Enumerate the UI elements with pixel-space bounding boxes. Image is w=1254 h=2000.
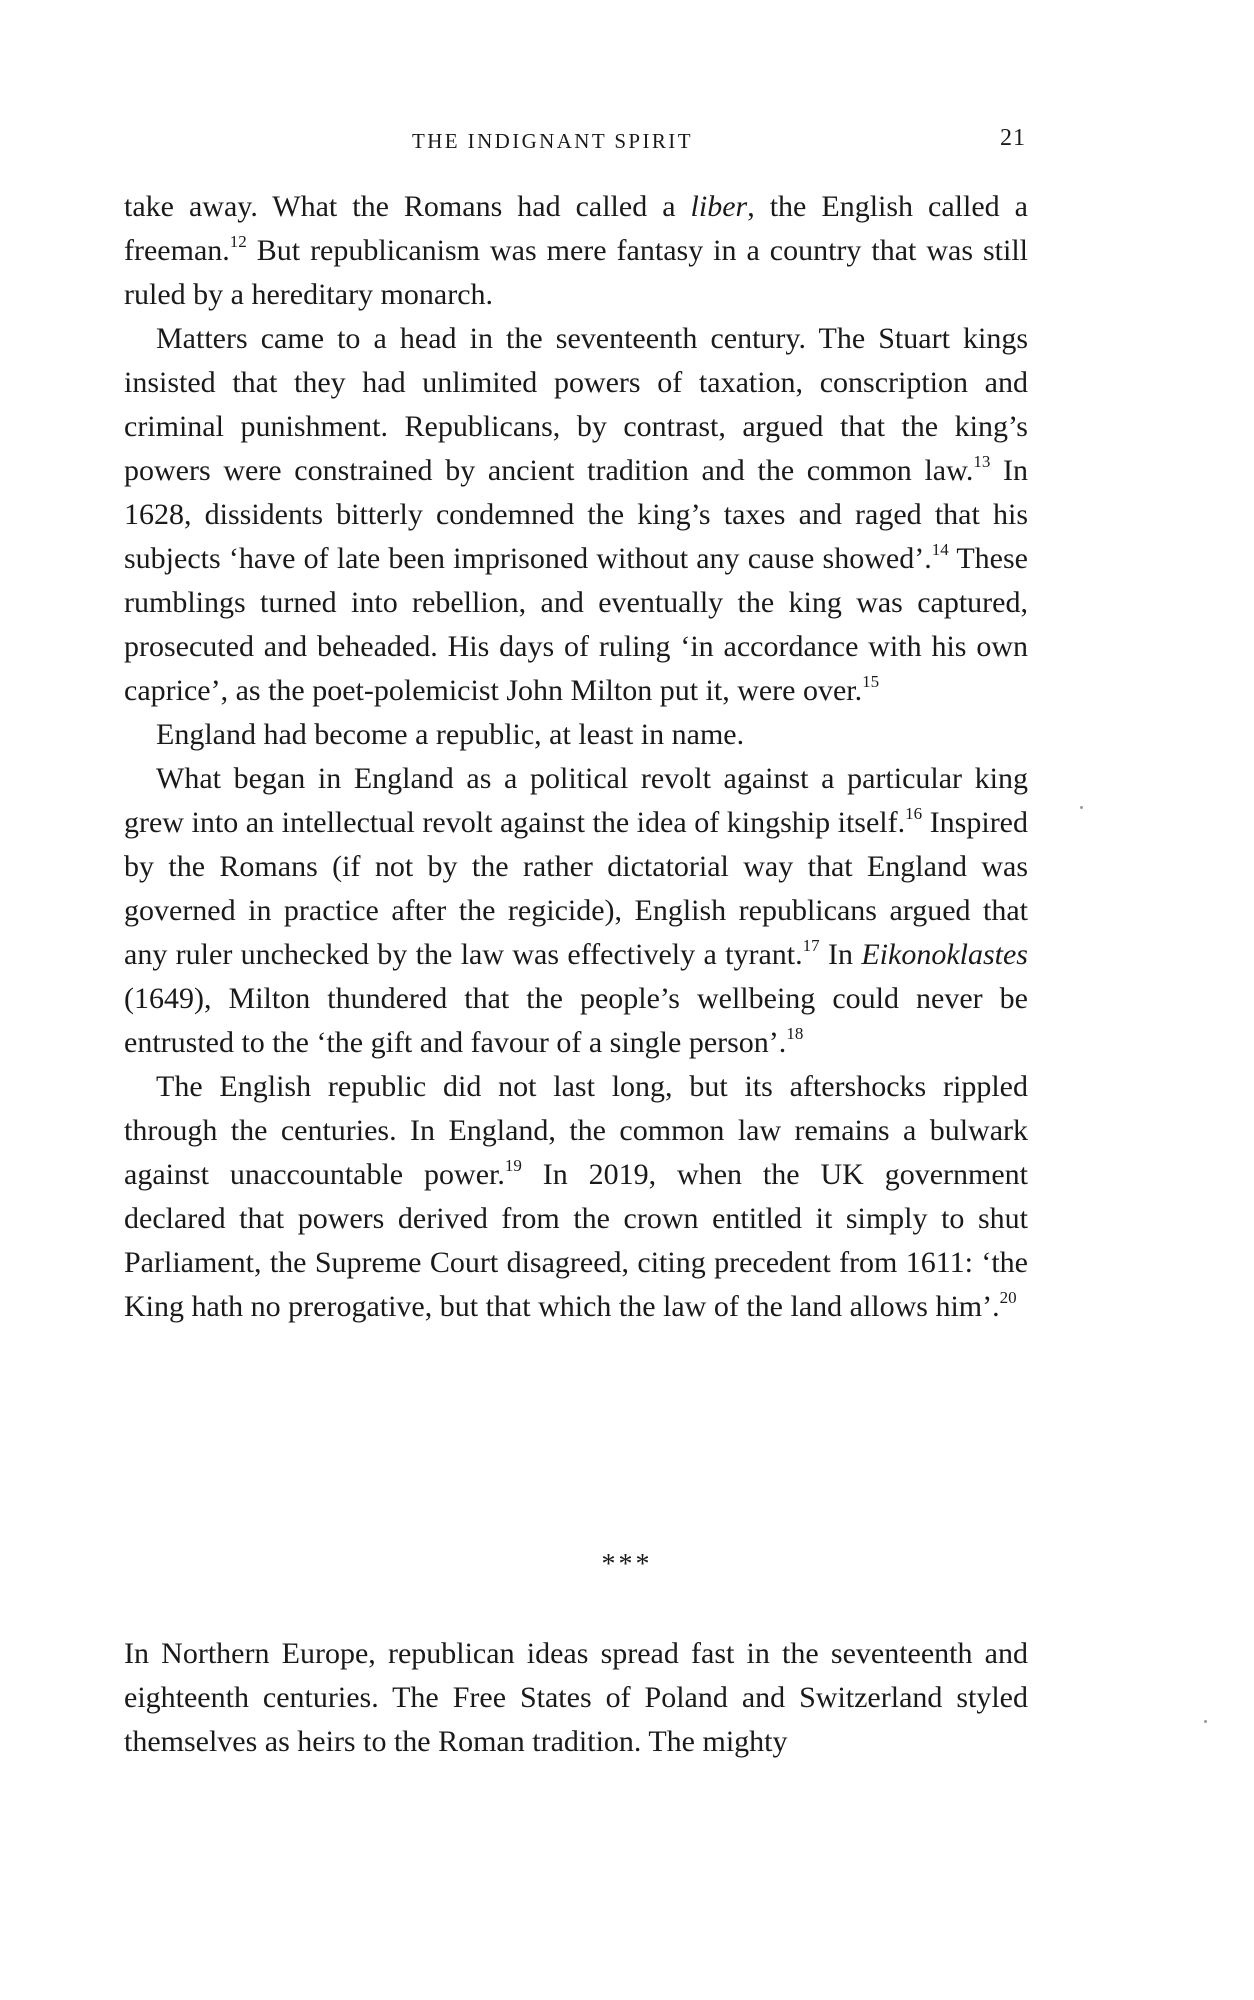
paragraph-5: The English republic did not last long, but its aftershocks rippled through the centuries. In England, the common law remains a bulwark against unaccountable power.$^{19}$ In 2019, when the UK government declared that powers derived from the crown entitled it simply to shut Parliament, the Supreme Court disagreed, citing precedent from 1611: ‘the King hath no prerogative, but that which the law of the land allows him’.$^{20}$ [124, 1070, 1028, 1323]
page-number: 21 [1000, 125, 1026, 151]
body-text-continued [124, 1632, 1028, 1764]
running-head: THE INDIGNANT SPIRIT [412, 129, 693, 153]
footnote-ref: 15 [862, 672, 880, 691]
paragraph-4: What began in England as a political revolt against a particular king grew into an intellectual revolt against the idea of kingship itself.$^{16}$ Inspired by the Romans (if not by the rather dictatorial way that England was governed in practice after the regicide), English republicans argued that any ruler unchecked by the law was effectively a tyrant.$^{17}$ In Eikonoklastes (1649), Milton thundered that the people’s wellbeing could never be entrusted to the ‘the gift and favour of a single person’.$^{18}$ [124, 762, 1028, 1059]
footnote-ref: 18 [786, 1024, 804, 1043]
paragraph-1: take away. What the Romans had called a liber, the English called a freeman.$^{12}$ But republicanism was mere fantasy in a country that was still ruled by a hereditary monarch. [124, 190, 1028, 311]
body-text [124, 185, 1028, 1329]
footnote-ref: 20 [999, 1288, 1017, 1307]
footnote-ref: 19 [504, 1156, 522, 1175]
footnote-ref: 14 [931, 540, 949, 559]
italic-term: liber [690, 190, 748, 223]
scan-speck [1204, 1720, 1207, 1723]
footnote-ref: 12 [229, 232, 247, 251]
footnote-ref: 13 [973, 452, 991, 471]
paragraph-2: Matters came to a head in the seventeenth century. The Stuart kings insisted that they had unlimited powers of taxation, conscription and criminal punishment. Republicans, by contrast, argued that the king’s powers were constrained by ancient tradition and the common law.$^{13}$ In 1628, dissidents bitterly condemned the king’s taxes and raged that his subjects ‘have of late been imprisoned without any cause showed’.$^{14}$ These rumblings turned into rebellion, and eventually the king was captured, prosecuted and beheaded. His days of ruling ‘in accordance with his own caprice’, as the poet-polemicist John Milton put it, were over.$^{15}$ [124, 322, 1028, 707]
paragraph-6: In Northern Europe, republican ideas spread fast in the seventeenth and eighteenth centuries. The Free States of Poland and Switzerland styled themselves as heirs to the Roman tradition. The mighty [124, 1637, 1028, 1758]
italic-title: Eikonoklastes [861, 938, 1028, 971]
footnote-ref: 16 [905, 804, 923, 823]
paragraph-3: England had become a republic, at least in name. [156, 718, 745, 751]
scan-speck [1080, 806, 1083, 809]
footnote-ref: 17 [802, 936, 820, 955]
section-break: *** [601, 1549, 653, 1580]
